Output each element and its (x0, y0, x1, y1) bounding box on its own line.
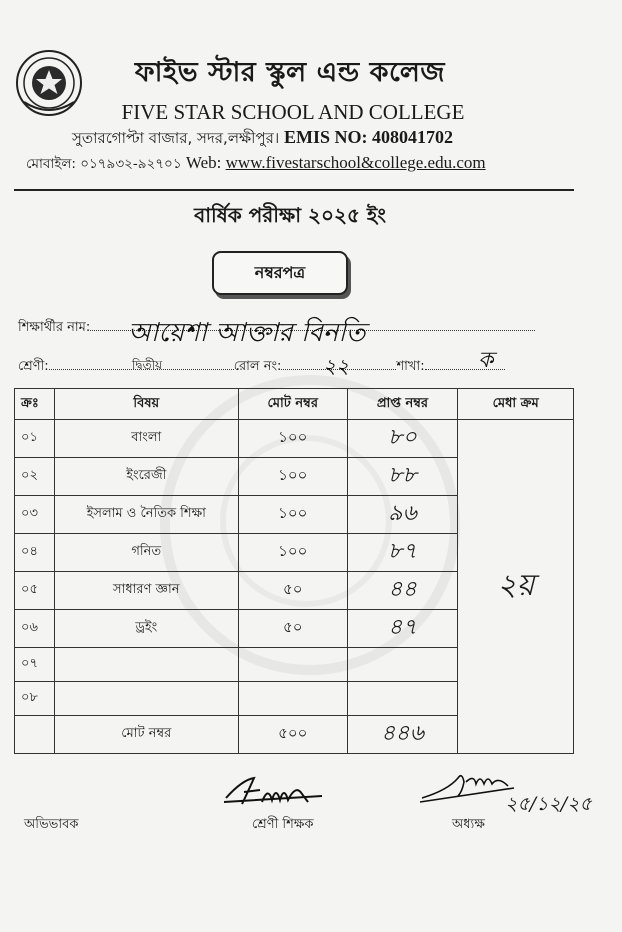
row-serial: ০৪ (15, 534, 55, 572)
document-title: নম্বরপত্র (254, 262, 306, 282)
school-name-english: FIVE STAR SCHOOL AND COLLEGE (121, 100, 465, 124)
row-total: ১০০ (239, 496, 348, 534)
row-total: ১০০ (239, 458, 348, 496)
roll-label: রোল নং: (233, 359, 282, 374)
principal-signature-icon (418, 768, 518, 806)
class-value: দ্বিতীয় (132, 358, 163, 372)
website-url: www.fivestarschool&college.edu.com (225, 153, 486, 172)
document-title-box (212, 251, 348, 295)
class-teacher-signature-label: শ্রেণী শিক্ষক (252, 817, 314, 832)
row-serial: ০৭ (15, 648, 55, 682)
exam-title: বার্ষিক পরীক্ষা ২০২৫ ইং (194, 203, 386, 227)
row-obtained: ৯৬ (347, 496, 458, 534)
row-obtained (347, 682, 458, 716)
row-subject (54, 682, 238, 716)
header-merit-position: মেধা ক্রম (458, 389, 574, 420)
guardian-signature-label: অভিভাবক (24, 817, 79, 832)
row-subject: ইংরেজী (54, 458, 238, 496)
row-subject: সাধারণ জ্ঞান (54, 572, 238, 610)
contact-line (26, 153, 486, 176)
principal-signature-date: ২৫/১২/২৫ (505, 793, 592, 815)
header-subject: বিষয় (54, 389, 238, 420)
student-name-label: শিক্ষার্থীর নাম: (18, 320, 91, 335)
section-label: শাখা: (396, 359, 425, 374)
row-total: ১০০ (239, 534, 348, 572)
merit-position-value: ২য় (458, 420, 574, 754)
row-serial: ০২ (15, 458, 55, 496)
header-divider (14, 189, 574, 191)
row-obtained: ৮৭ (347, 534, 458, 572)
row-total (239, 648, 348, 682)
section-value: ক (478, 348, 494, 373)
student-name-value: আয়েশা আক্তার বিনতি (128, 318, 366, 348)
row-total: ১০০ (239, 420, 348, 458)
web-label: Web: (185, 153, 222, 172)
total-label: মোট নম্বর (54, 716, 238, 754)
row-obtained: ৮৮ (347, 458, 458, 496)
header-serial: ক্রঃ (15, 389, 55, 420)
address-line (72, 127, 453, 152)
principal-signature-label: অধ্যক্ষ (452, 817, 485, 832)
grand-total-marks: ৫০০ (239, 716, 348, 754)
class-label: শ্রেণী: (18, 359, 49, 374)
header-obtained-marks: প্রাপ্ত নম্বর (347, 389, 458, 420)
mobile-number: মোবাইল: ০১৭৯৩২-৯২৭০১ (26, 156, 182, 172)
total-serial-empty (15, 716, 55, 754)
row-obtained: ৪৭ (347, 610, 458, 648)
school-name-bangla: ফাইভ স্টার স্কুল এন্ড কলেজ (134, 57, 446, 88)
row-subject: ড্রইং (54, 610, 238, 648)
roll-value: ২২ (323, 354, 350, 378)
row-serial: ০৩ (15, 496, 55, 534)
emis-number: EMIS NO: 408041702 (284, 127, 454, 147)
table-row (15, 420, 574, 458)
header-total-marks: মোট নম্বর (239, 389, 348, 420)
table-header-row (15, 389, 574, 420)
address-text: সুতারগোপ্টা বাজার, সদর,লক্ষীপুর। (72, 129, 280, 147)
row-total: ৫০ (239, 572, 348, 610)
marks-table (14, 388, 574, 754)
row-subject: বাংলা (54, 420, 238, 458)
row-serial: ০৬ (15, 610, 55, 648)
row-obtained: ৪৪ (347, 572, 458, 610)
class-teacher-signature-icon (222, 772, 332, 812)
class-roll-section-row (18, 357, 505, 378)
row-obtained (347, 648, 458, 682)
row-total (239, 682, 348, 716)
row-subject (54, 648, 238, 682)
row-serial: ০১ (15, 420, 55, 458)
row-total: ৫০ (239, 610, 348, 648)
row-subject: গনিত (54, 534, 238, 572)
row-serial: ০৮ (15, 682, 55, 716)
grand-total-obtained: ৪৪৬ (347, 716, 458, 754)
row-obtained: ৮০ (347, 420, 458, 458)
row-subject: ইসলাম ও নৈতিক শিক্ষা (54, 496, 238, 534)
school-logo-icon (14, 48, 84, 118)
row-serial: ০৫ (15, 572, 55, 610)
